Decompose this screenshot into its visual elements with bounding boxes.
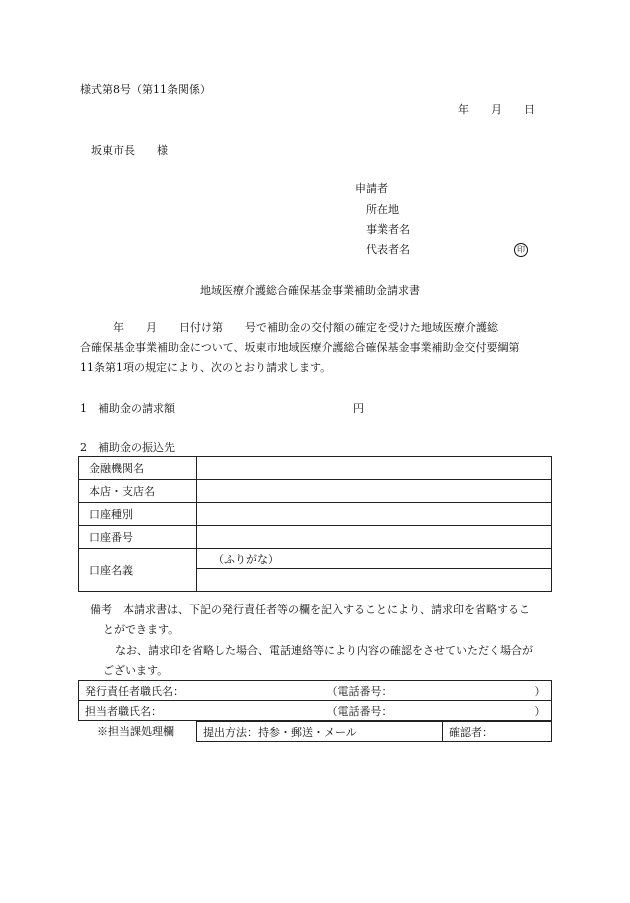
remarks-line-2: とができます。 (103, 623, 180, 636)
office-use-table (196, 721, 552, 742)
account-number-field[interactable] (197, 526, 552, 549)
remarks-line-1: 備考 本請求書は、下記の発行責任者等の欄を記入することにより、請求印を省略するこ (90, 603, 530, 616)
account-holder-label: 口座名義 (79, 549, 197, 592)
furigana-field[interactable]: （ふりがな） (197, 549, 552, 569)
bank-name-field[interactable] (197, 457, 552, 480)
section-2-label: 2 補助金の振込先 (80, 441, 175, 454)
issuer-phone-label: （電話番号： (327, 681, 535, 701)
body-line-2: 合確保基金事業補助金について、坂東市地域医療介護総合確保基金事業補助金交付要綱第 (80, 341, 520, 354)
contact-table (78, 680, 552, 721)
table-row (79, 701, 552, 721)
contact-person-label: 担当者職氏名： (79, 701, 327, 721)
form-number: 様式第8号（第11条関係） (80, 83, 211, 96)
bank-name-label: 金融機関名 (79, 457, 197, 480)
account-number-label: 口座番号 (79, 526, 197, 549)
table-row (79, 457, 552, 480)
business-name-label: 事業者名 (366, 223, 410, 236)
account-type-field[interactable] (197, 503, 552, 526)
applicant-heading: 申請者 (355, 182, 388, 195)
amount-unit: 円 (353, 402, 364, 415)
issuer-phone-close: ） (535, 681, 552, 701)
address-label: 所在地 (366, 203, 399, 216)
table-row (79, 526, 552, 549)
confirmer-label: 確認者： (443, 722, 552, 742)
account-type-label: 口座種別 (79, 503, 197, 526)
table-row (79, 549, 552, 569)
table-row (79, 681, 552, 701)
branch-name-field[interactable] (197, 480, 552, 503)
body-line-3: 11条第1項の規定により、次のとおり請求します。 (80, 361, 332, 374)
submission-method: 提出方法：持参・郵送・メール (197, 722, 443, 742)
remarks-line-4: ございます。 (103, 664, 169, 677)
seal-icon: 印 (514, 243, 528, 257)
branch-name-label: 本店・支店名 (79, 480, 197, 503)
document-title: 地域医療介護総合確保基金事業補助金請求書 (200, 284, 420, 297)
contact-phone-label: （電話番号： (327, 701, 535, 721)
account-holder-field[interactable] (197, 569, 552, 592)
bank-table (78, 456, 552, 592)
section-1-label: 1 補助金の請求額 (80, 402, 175, 415)
office-use-label: ※担当課処理欄 (97, 725, 174, 738)
seal-mark (514, 242, 528, 257)
date-line: 年 月 日 (458, 103, 535, 116)
body-line-1: 年 月 日付け第 号で補助金の交付額の確定を受けた地域医療介護総 (80, 321, 498, 334)
table-row (79, 480, 552, 503)
contact-phone-close: ） (535, 701, 552, 721)
issuer-label: 発行責任者職氏名： (79, 681, 327, 701)
representative-label: 代表者名 (366, 243, 410, 256)
table-row (79, 503, 552, 526)
table-row (197, 722, 552, 742)
addressee: 坂東市長 様 (91, 144, 168, 157)
remarks-line-3: なお、請求印を省略した場合、電話連絡等により内容の確認をさせていただく場合が (115, 644, 533, 657)
